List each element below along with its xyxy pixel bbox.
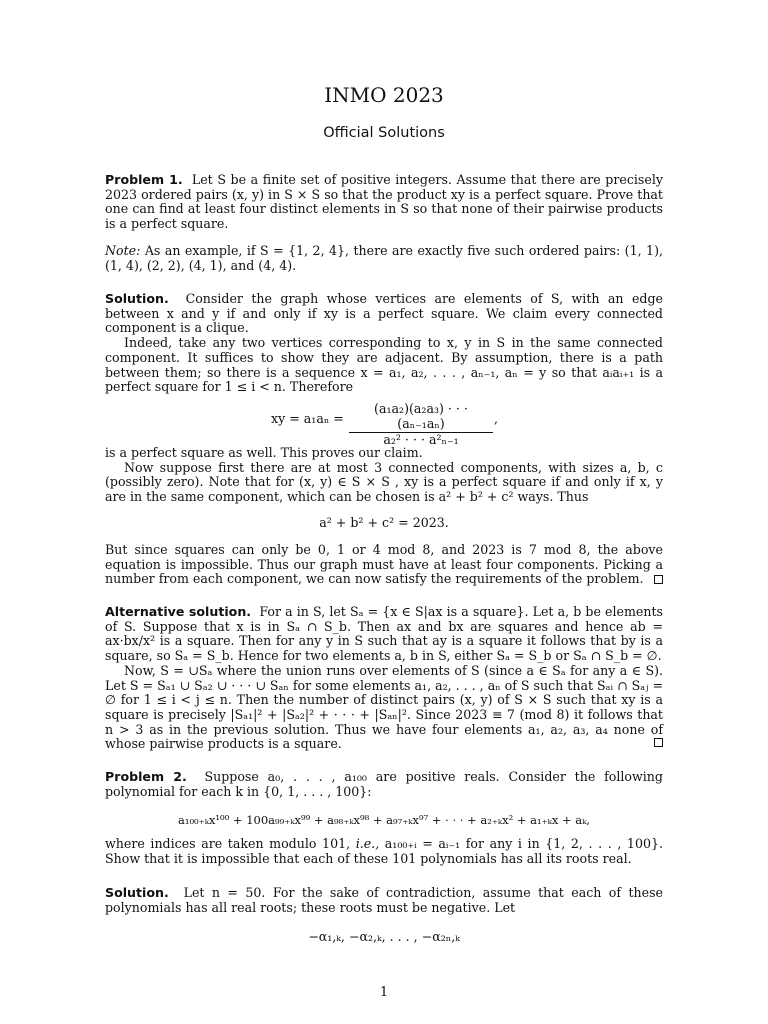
- eq1-fraction: [349, 402, 493, 448]
- problem-2-ie: i.e.,: [355, 836, 380, 851]
- problem-1: [105, 173, 663, 232]
- note-text: As an example, if S = {1, 2, 4}, there are exactly five such ordered pairs: (1, 1), (1, 4), (2, 2), (4, 1), and (4, 4).: [105, 243, 663, 273]
- problem-2-after-2: a₁₀₀₊ᵢ = aᵢ₋₁ for any i in {1, 2, . . . , 100}. Show that it is impossible that each of these 101 polynomials has all its roots real.: [105, 836, 663, 866]
- problem-2-heading: Problem 2.: [105, 769, 187, 784]
- solution-1-heading: Solution.: [105, 291, 169, 306]
- eq2-text: a² + b² + c² = 2023.: [319, 515, 449, 530]
- eq1-denominator: a₂² · · · a²ₙ₋₁: [383, 432, 459, 448]
- page-title: INMO 2023: [324, 83, 444, 107]
- problem-2-eq: a₁₀₀₊ₖx¹⁰⁰ + 100a₉₉₊ₖx⁹⁹ + a₉₈₊ₖx⁹⁸ + a₉₇₊ₖx⁹⁷ + · · · + a₂₊ₖx² + a₁₊ₖx + aₖ,: [177, 813, 590, 827]
- problem-1-text: Let S be a finite set of positive integers. Assume that there are precisely 2023 ordered pairs (x, y) in S × S so that the product xy is a perfect square. Prove that one can find at least four distinct elements in S so that none of their pairwise products is a perfect square.: [105, 172, 663, 232]
- problem-2-text: Suppose a₀, . . . , a₁₀₀ are positive reals. Consider the following polynomial for each k in {0, 1, . . . , 100}:: [105, 769, 663, 799]
- problem-2-equation: [105, 813, 663, 828]
- qed-box: [654, 575, 663, 584]
- problem-1-statement: [105, 173, 663, 232]
- solution-1-cont: [105, 446, 663, 505]
- alt-solution-p1: For a in S, let Sₐ = {x ∈ S|ax is a square}. Let a, b be elements of S. Suppose that x is in Sₐ ∩ S_b. Then ax and bx are squares and hence ab = ax·bx/x² is a square. Then for any y in S such that ay is a square it follows that by is a square, so Sₐ = S_b. Hence for two elements a, b in S, either Sₐ = S_b or Sₐ ∩ S_b = ∅.: [105, 604, 664, 664]
- equation-1: [105, 401, 663, 448]
- problem-1-heading: Problem 1.: [105, 172, 183, 187]
- solution-1: [105, 292, 663, 395]
- solution-1-p2: Indeed, take any two vertices corresponding to x, y in S in the same connected component. It suffices to show they are adjacent. By assumption, there is a path between them; so there is a sequence x = a₁, a₂, . . . , aₙ₋₁, aₙ = y so that aᵢaᵢ₊₁ is a perfect square for 1 ≤ i < n. Therefore: [105, 335, 663, 395]
- solution-2-eq: −α₁,ₖ, −α₂,ₖ, . . . , −α₂ₙ,ₖ: [308, 929, 460, 944]
- eq1-lhs: xy = a₁aₙ =: [271, 411, 344, 426]
- solution-1-p3: is a perfect square as well. This proves our claim.: [105, 445, 423, 460]
- solution-2-heading: Solution.: [105, 885, 169, 900]
- qed-box: [654, 738, 663, 747]
- problem-2-after-1: where indices are taken modulo 101,: [105, 836, 356, 851]
- alternative-solution: [105, 605, 663, 752]
- eq1-numerator: (a₁a₂)(a₂a₃) · · · (aₙ₋₁aₙ): [349, 402, 493, 433]
- solution-2-equation: [105, 930, 663, 945]
- solution-1-end: [105, 543, 663, 587]
- solution-1-p4: Now suppose first there are at most 3 connected components, with sizes a, b, c (possibly zero). Note that for (x, y) ∈ S × S , xy is a perfect square if and only if x, y are in the same component, which can be chosen is a² + b² + c² ways. Thus: [105, 459, 663, 505]
- alt-solution-p2: Now, S = ∪Sₐ where the union runs over elements of S (since a ∈ Sₐ for any a ∈ S). Let S = Sₐ₁ ∪ Sₐ₂ ∪ · · · ∪ Sₐₙ for some elements a₁, a₂, . . . , aₙ of S such that Sₐᵢ ∩ Sₐⱼ = ∅ for 1 ≤ i < j ≤ n. Then the number of distinct pairs (x, y) of S × S such that xy is a square is precisely |Sₐ₁|² + |Sₐ₂|² + · · · + |Sₐₙ|². Since 2023 ≡ 7 (mod 8) it follows that n > 3 as in the previous solution. Thus we have four elements a₁, a₂, a₃, a₄ none of whose pairwise products is a square.: [105, 662, 663, 752]
- solution-1-p1: Consider the graph whose vertices are elements of S, with an edge between x and y if and only if xy is a perfect square. We claim every connected component is a clique.: [105, 291, 663, 336]
- page-number: 1: [379, 985, 389, 1000]
- equation-2: [105, 516, 663, 531]
- solution-2-text: Let n = 50. For the sake of contradiction, assume that each of these polynomials has all real roots; these roots must be negative. Let: [105, 885, 663, 915]
- page-subtitle: Official Solutions: [323, 125, 445, 141]
- solution-1-p5: But since squares can only be 0, 1 or 4 mod 8, and 2023 is 7 mod 8, the above equation is impossible. Thus our graph must have at least four components. Picking a number from each component, we can now satisfy the requirements of the problem.: [105, 542, 663, 587]
- alt-solution-heading: Alternative solution.: [105, 604, 252, 619]
- problem-2: [105, 770, 663, 799]
- solution-2: [105, 886, 663, 915]
- eq1-tail: ,: [494, 411, 499, 426]
- problem-1-note: [105, 244, 663, 273]
- note-label: Note:: [105, 243, 141, 258]
- problem-2-cont: [105, 837, 663, 866]
